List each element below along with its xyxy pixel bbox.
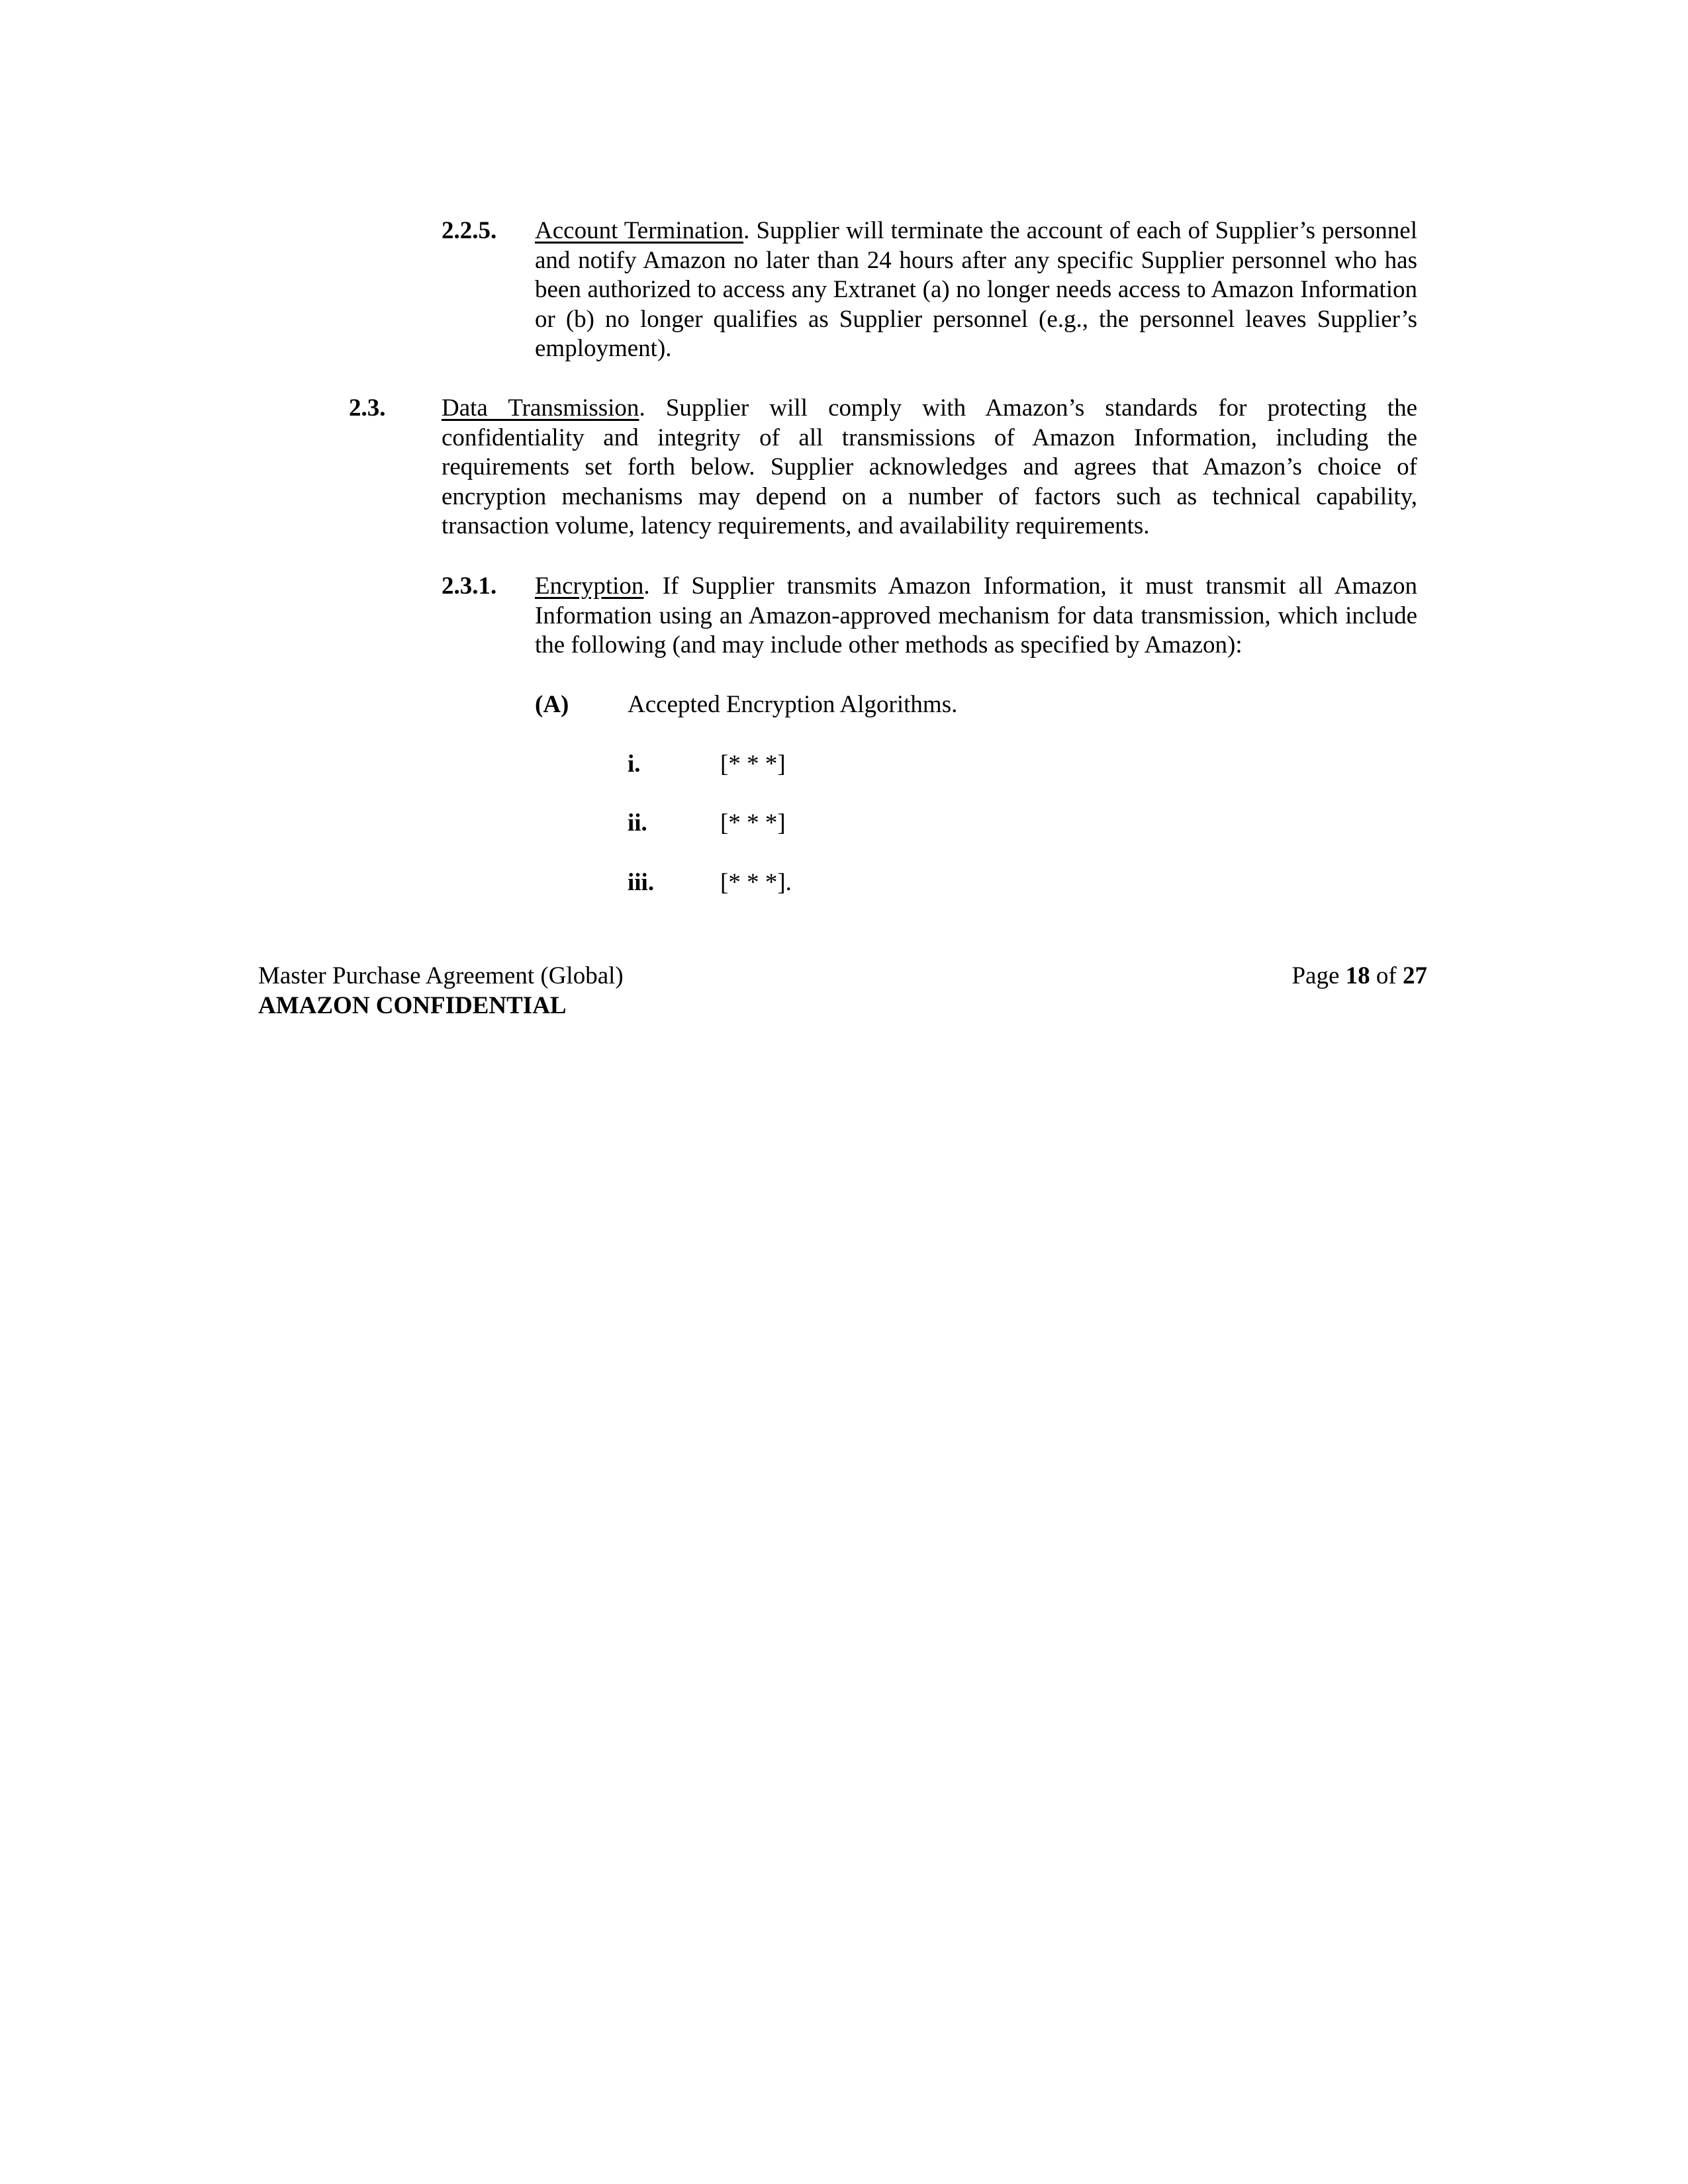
list-item-text: [* * *] <box>720 809 786 837</box>
section-number-2-3-1: 2.3.1. <box>442 572 497 600</box>
section-2-2-5-paragraph <box>535 216 1417 364</box>
section-2-3-1-heading: Encryption <box>535 572 644 600</box>
list-item-text: [* * *]. <box>720 869 792 896</box>
section-2-3-text: . Supplier will comply with Amazon’s standards for protecting the confidentiality and integrity of all transmissions of Amazon Information, including the requirements set forth below. Supplier acknowledges and agrees that Amazon’s choice of encryption mechanisms may depend on a number of factors such as technical capability, transaction volume, latency requirements, and availability requirements. <box>442 394 1417 539</box>
section-2-3-1-text: . If Supplier transmits Amazon Information, it must transmit all Amazon Information using an Amazon-approved mechanism for data transmission, which include the following (and may include other methods as specified by Amazon): <box>535 572 1417 659</box>
subsection-a-text: Accepted Encryption Algorithms. <box>628 691 958 718</box>
list-item-label: i. <box>628 751 641 778</box>
section-2-3-paragraph <box>442 394 1417 541</box>
section-2-3-1-paragraph <box>535 572 1417 660</box>
section-2-3-heading: Data Transmission <box>442 394 639 422</box>
list-item-label: iii. <box>628 869 655 896</box>
section-number-2-2-5: 2.2.5. <box>442 217 497 244</box>
of-word: of <box>1376 962 1397 989</box>
list-item-text: [* * *] <box>720 751 786 778</box>
page-number <box>1291 962 1427 991</box>
page-word: Page <box>1291 962 1340 989</box>
section-2-2-5-heading: Account Termination <box>535 217 744 244</box>
section-2-2-5-text: . Supplier will terminate the account of each of Supplier’s personnel and notify Amazon no later than 24 hours after any specific Supplier personnel who has been authorized to access any Extranet (a) no longer needs access to Amazon Information or (b) no longer qualifies as Supplier personnel (e.g., the personnel leaves Supplier’s employment). <box>535 217 1417 362</box>
list-item-label: ii. <box>628 809 647 837</box>
page-total: 27 <box>1403 962 1427 989</box>
footer-confidential-label: AMAZON CONFIDENTIAL <box>258 991 567 1019</box>
footer-left <box>258 962 624 1021</box>
section-number-2-3: 2.3. <box>349 394 386 422</box>
page-current: 18 <box>1345 962 1370 989</box>
footer-agreement-title: Master Purchase Agreement (Global) <box>258 962 624 989</box>
subsection-label-a: (A) <box>535 691 569 718</box>
